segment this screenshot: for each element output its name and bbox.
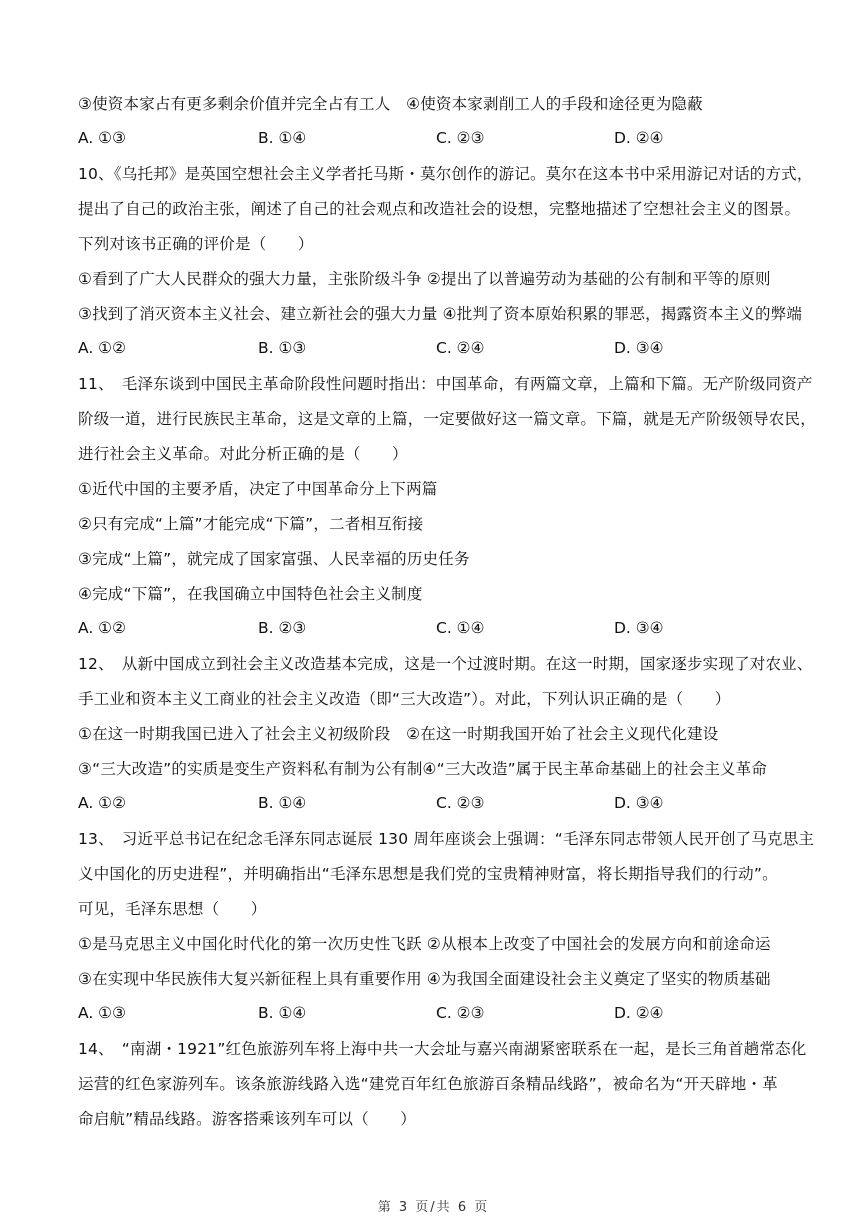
q9-options [78,129,778,151]
q11-statement-3: ③完成“上篇”，就完成了国家富强、人民幸福的历史任务 [78,550,470,568]
q9-option-a[interactable]: A. ①③ [78,129,126,147]
q10-options [78,339,778,361]
q9-option-b[interactable]: B. ①④ [258,129,307,147]
q13-statements-3-4: ③在实现中华民族伟大复兴新征程上具有重要作用 ④为我国全面建设社会主义奠定了坚实的物质基础 [78,970,771,988]
q11-option-b[interactable]: B. ②③ [258,619,307,637]
q9-option-d[interactable]: D. ②④ [614,129,664,147]
q13-statements-1-2: ①是马克思主义中国化时代化的第一次历史性飞跃 ②从根本上改变了中国社会的发展方向和前途命运 [78,935,771,953]
q14-stem-line2: 运营的红色家游列车。该条旅游线路入选“建党百年红色旅游百条精品线路”，被命名为“开天辟地・革 [78,1075,778,1093]
q10-option-a[interactable]: A. ①② [78,339,126,357]
q10-question: 下列对该书正确的评价是（ ） [78,235,314,253]
q10-statements-1-2: ①看到了广大人民群众的强大力量，主张阶级斗争 ②提出了以普遍劳动为基础的公有制和平等的原则 [78,270,771,288]
q11-option-c[interactable]: C. ①④ [436,619,485,637]
q10-option-d[interactable]: D. ③④ [614,339,664,357]
q13-question: 可见，毛泽东思想（ ） [78,900,267,918]
q11-stem-line2: 阶级一道，进行民族民主革命，这是文章的上篇，一定要做好这一篇文章。下篇，就是无产阶级领导农民， [78,410,816,428]
q9-option-c[interactable]: C. ②③ [436,129,485,147]
q12-option-a[interactable]: A. ①② [78,794,126,812]
q11-statement-4: ④完成“下篇”，在我国确立中国特色社会主义制度 [78,585,423,603]
q10-option-b[interactable]: B. ①③ [258,339,307,357]
q11-options [78,619,778,641]
q11-question: 进行社会主义革命。对此分析正确的是（ ） [78,445,408,463]
q14-stem-line1: 14、 “南湖・1921”红色旅游列车将上海中共一大会址与嘉兴南湖紧密联系在一起，是长三角首趟常态化 [78,1040,807,1058]
q13-option-d[interactable]: D. ②④ [614,1004,664,1022]
q10-option-c[interactable]: C. ②④ [436,339,485,357]
q11-option-a[interactable]: A. ①② [78,619,126,637]
q12-stem-line2: 手工业和资本主义工商业的社会主义改造（即“三大改造”）。对此，下列认识正确的是（ ） [78,690,731,708]
q10-stem-line2: 提出了自己的政治主张，阐述了自己的社会观点和改造社会的设想，完整地描述了空想社会主义的图景。 [78,200,801,218]
q12-option-d[interactable]: D. ③④ [614,794,664,812]
q9-statements-3-4: ③使资本家占有更多剩余价值并完全占有工人 ④使资本家剥削工人的手段和途径更为隐蔽 [78,95,703,113]
q12-option-b[interactable]: B. ①④ [258,794,307,812]
q12-options [78,794,778,816]
q13-option-a[interactable]: A. ①③ [78,1004,126,1022]
q11-option-d[interactable]: D. ③④ [614,619,664,637]
q14-question: 命启航”精品线路。游客搭乘该列车可以（ ） [78,1110,416,1128]
q12-stem-line1: 12、 从新中国成立到社会主义改造基本完成，这是一个过渡时期。在这一时期，国家逐步实现了对农业、 [78,655,813,673]
q12-statements-1-2: ①在这一时期我国已进入了社会主义初级阶段 ②在这一时期我国开始了社会主义现代化建设 [78,725,719,743]
q13-option-b[interactable]: B. ①④ [258,1004,307,1022]
q13-option-c[interactable]: C. ②③ [436,1004,485,1022]
q12-option-c[interactable]: C. ②③ [436,794,485,812]
q11-stem-line1: 11、 毛泽东谈到中国民主革命阶段性问题时指出：中国革命，有两篇文章，上篇和下篇。无产阶级同资产 [78,375,813,393]
q13-options [78,1004,778,1026]
q10-stem-line1: 10、《乌托邦》是英国空想社会主义学者托马斯・莫尔创作的游记。莫尔在这本书中采用游记对话的方式， [78,165,813,183]
q13-stem-line1: 13、 习近平总书记在纪念毛泽东同志诞辰 130 周年座谈会上强调：“毛泽东同志带领人民开创了马克思主 [78,830,815,848]
page-footer: 第 3 页/共 6 页 [377,1200,490,1215]
q10-statements-3-4: ③找到了消灭资本主义社会、建立新社会的强大力量 ④批判了资本原始积累的罪恶，揭露资本主义的弊端 [78,305,803,323]
q12-statements-3-4: ③“三大改造”的实质是变生产资料私有制为公有制④“三大改造”属于民主革命基础上的社会主义革命 [78,760,768,778]
q11-statement-2: ②只有完成“上篇”才能完成“下篇”，二者相互衔接 [78,515,424,533]
q11-statement-1: ①近代中国的主要矛盾，决定了中国革命分上下两篇 [78,480,438,498]
q13-stem-line2: 义中国化的历史进程”，并明确指出“毛泽东思想是我们党的宝贵精神财富，将长期指导我们的行动”。 [78,865,778,883]
